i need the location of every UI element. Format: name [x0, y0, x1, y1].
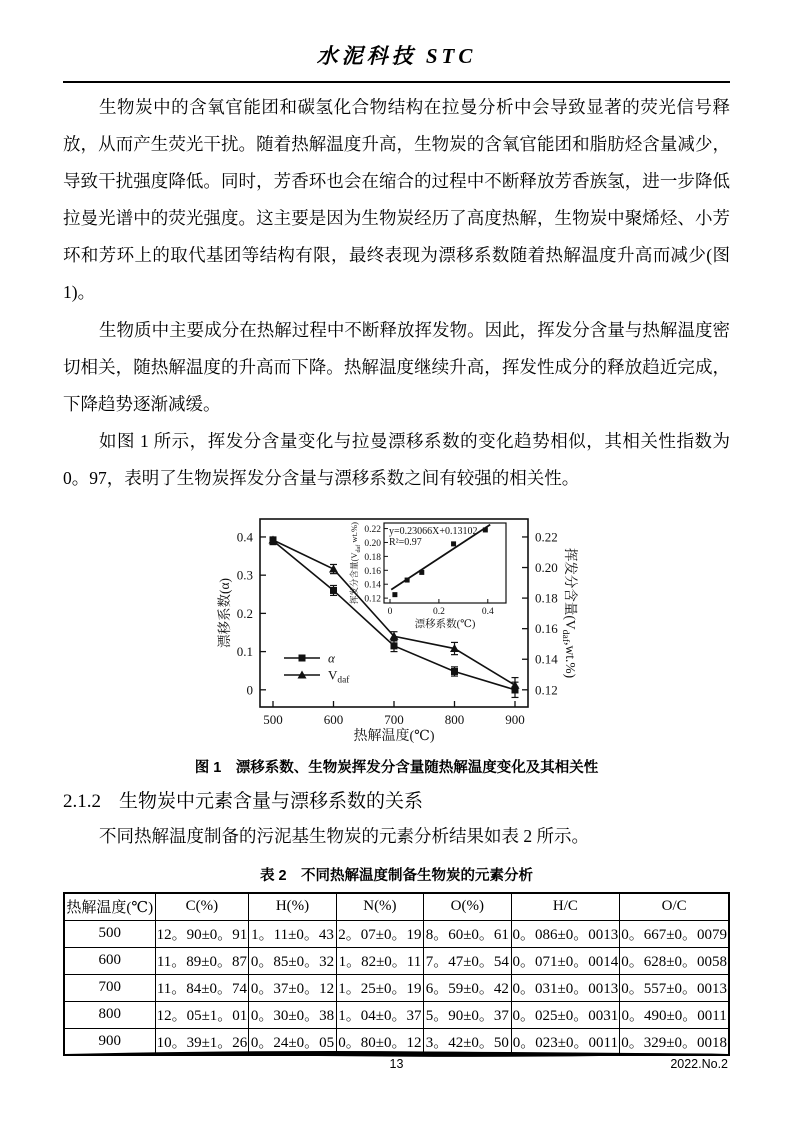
table-cell: 0。329±0。0018 — [620, 1028, 729, 1055]
table-cell: 600 — [64, 947, 155, 974]
svg-text:0.16: 0.16 — [363, 566, 381, 577]
paragraph-3: 如图 1 所示，挥发分含量变化与拉曼漂移系数的变化趋势相似，其相关性指数为 0。97，表明了生物炭挥发分含量与漂移系数之间有较强的相关性。 — [63, 430, 730, 488]
table-cell: 0。490±0。0011 — [620, 1001, 729, 1028]
table-cell: 700 — [64, 974, 155, 1001]
svg-text:0.2: 0.2 — [236, 605, 253, 621]
table-cell: 7。47±0。54 — [424, 947, 511, 974]
svg-text:漂移系数(α): 漂移系数(α) — [216, 577, 232, 649]
table-header-cell: O(%) — [424, 893, 511, 920]
table-cell: 10。39±1。26 — [155, 1028, 249, 1055]
table-header-cell: H/C — [511, 893, 620, 920]
table-cell: 0。24±0。05 — [249, 1028, 336, 1055]
table-2-caption: 表 2 不同热解温度制备生物炭的元素分析 — [259, 868, 534, 885]
section-number: 2.1.2 — [63, 791, 101, 813]
svg-text:0.12: 0.12 — [534, 682, 558, 698]
table-cell: 12。90±0。91 — [155, 920, 249, 947]
table-header-cell: C(%) — [155, 893, 249, 920]
table-row — [64, 920, 729, 947]
table-cell: 12。05±1。01 — [155, 1001, 249, 1028]
svg-text:0.22: 0.22 — [534, 529, 558, 545]
table-cell: 500 — [64, 920, 155, 947]
table-cell: 5。90±0。37 — [424, 1001, 511, 1028]
svg-text:0.14: 0.14 — [534, 651, 558, 667]
table-row — [64, 1001, 729, 1028]
svg-text:0.18: 0.18 — [534, 590, 558, 606]
svg-text:0.3: 0.3 — [236, 567, 253, 583]
table-header-cell: N(%) — [336, 893, 423, 920]
table-header-cell: 热解温度(℃) — [64, 893, 155, 920]
table-header-row — [64, 893, 729, 920]
table-cell: 0。023±0。0011 — [511, 1028, 620, 1055]
table-cell: 0。025±0。0031 — [511, 1001, 620, 1028]
table-cell: 0。557±0。0013 — [620, 974, 729, 1001]
svg-text:y=0.23066X+0.13102: y=0.23066X+0.13102 — [388, 526, 478, 538]
table-header-cell: H(%) — [249, 893, 336, 920]
svg-text:0.2: 0.2 — [432, 607, 445, 618]
figure1-chart — [216, 511, 578, 746]
svg-text:0.14: 0.14 — [363, 580, 381, 591]
paragraph-4: 不同热解温度制备的污泥基生物炭的元素分析结果如表 2 所示。 — [99, 826, 589, 847]
svg-text:0.1: 0.1 — [236, 644, 253, 660]
table-cell: 0。071±0。0014 — [511, 947, 620, 974]
section-heading — [63, 786, 730, 813]
table-cell: 2。07±0。19 — [336, 920, 423, 947]
table-cell: 3。42±0。50 — [424, 1028, 511, 1055]
svg-text:挥发分含量(Vdaf wt.%): 挥发分含量($V_{daf}$ wt.%) — [348, 522, 362, 605]
table-header-cell: O/C — [620, 893, 729, 920]
svg-text:900: 900 — [504, 712, 525, 728]
paragraph-2: 生物质中主要成分在热解过程中不断释放挥发物。因此，挥发分含量与热解温度密切相关，随热解温度的升高而下降。热解温度继续升高，挥发性成分的释放趋近完成，下降趋势逐渐减缓。 — [63, 319, 730, 414]
svg-text:0.18: 0.18 — [363, 552, 381, 563]
figure-1-caption: 图 1 漂移系数、生物炭挥发分含量随热解温度变化及其相关性 — [194, 760, 599, 777]
page-footer — [63, 1057, 730, 1075]
svg-text:0: 0 — [246, 682, 253, 698]
table-row — [64, 974, 729, 1001]
table-cell: 0。628±0。0058 — [620, 947, 729, 974]
table-cell: 1。25±0。19 — [336, 974, 423, 1001]
svg-text:α: α — [327, 650, 335, 666]
svg-text:挥发分含量(Vdaf,wt.%): 挥发分含量$(V_{daf},wt.\%)$ — [559, 547, 578, 679]
svg-text:0.4: 0.4 — [236, 529, 253, 545]
svg-text:0.22: 0.22 — [363, 525, 381, 536]
svg-text:0.20: 0.20 — [363, 539, 381, 550]
table-cell: 0。85±0。32 — [249, 947, 336, 974]
elements-table — [63, 892, 730, 1056]
table-cell: 0。37±0。12 — [249, 974, 336, 1001]
table-cell: 0。80±0。12 — [336, 1028, 423, 1055]
table-cell: 1。04±0。37 — [336, 1001, 423, 1028]
table-cell: 0。031±0。0013 — [511, 974, 620, 1001]
svg-text:0.12: 0.12 — [363, 594, 381, 605]
svg-text:热解温度(℃): 热解温度(℃) — [353, 729, 434, 745]
svg-text:800: 800 — [444, 712, 464, 728]
journal-title: 水泥科技 STC — [316, 44, 477, 68]
svg-text:700: 700 — [383, 712, 404, 728]
issue-label: 2022.No.2 — [670, 1057, 728, 1071]
table-cell: 6。59±0。42 — [424, 974, 511, 1001]
figure-1 — [216, 511, 578, 751]
table-cell: 900 — [64, 1028, 155, 1055]
section-title: 生物炭中元素含量与漂移系数的关系 — [119, 791, 424, 813]
table-row — [64, 947, 729, 974]
table-cell: 1。82±0。11 — [336, 947, 423, 974]
table-cell: 1。11±0。43 — [249, 920, 336, 947]
svg-text:Vdaf: $V_{daf}$ — [327, 667, 349, 686]
table-cell: 0。30±0。38 — [249, 1001, 336, 1028]
svg-text:0.4: 0.4 — [481, 607, 494, 618]
table-cell: 0。086±0。0013 — [511, 920, 620, 947]
svg-text:0.20: 0.20 — [534, 560, 558, 576]
svg-text:0: 0 — [387, 607, 392, 618]
svg-text:500: 500 — [262, 712, 283, 728]
paragraph-1: 生物炭中的含氧官能团和碳氢化合物结构在拉曼分析中会导致显著的荧光信号释放，从而产生荧光干扰。随着热解温度升高，生物炭的含氧官能团和脂肪烃含量减少，导致干扰强度降低。同时，芳香环也会在缩合的过程中不断释放芳香族氢，进一步降低拉曼光谱中的荧光强度。这主要是因为生物炭经历了高度热解，生物炭中聚烯烃、小芳环和芳环上的取代基团等结构有限，最终表现为漂移系数随着热解温度升高而减少(图 1)。 — [63, 97, 730, 303]
article-body — [63, 89, 730, 497]
svg-text:0.16: 0.16 — [534, 621, 558, 637]
table-cell: 11。89±0。87 — [155, 947, 249, 974]
table-cell: 800 — [64, 1001, 155, 1028]
page-number: 13 — [389, 1057, 404, 1071]
svg-text:漂移系数(℃): 漂移系数(℃) — [414, 619, 475, 631]
svg-text:600: 600 — [323, 712, 343, 728]
header-divider — [63, 81, 730, 83]
table-cell: 0。667±0。0079 — [620, 920, 729, 947]
footer-divider — [63, 1046, 730, 1056]
table-cell: 8。60±0。61 — [424, 920, 511, 947]
svg-text:R²=0.97: R²=0.97 — [388, 537, 422, 549]
table-cell: 11。84±0。74 — [155, 974, 249, 1001]
